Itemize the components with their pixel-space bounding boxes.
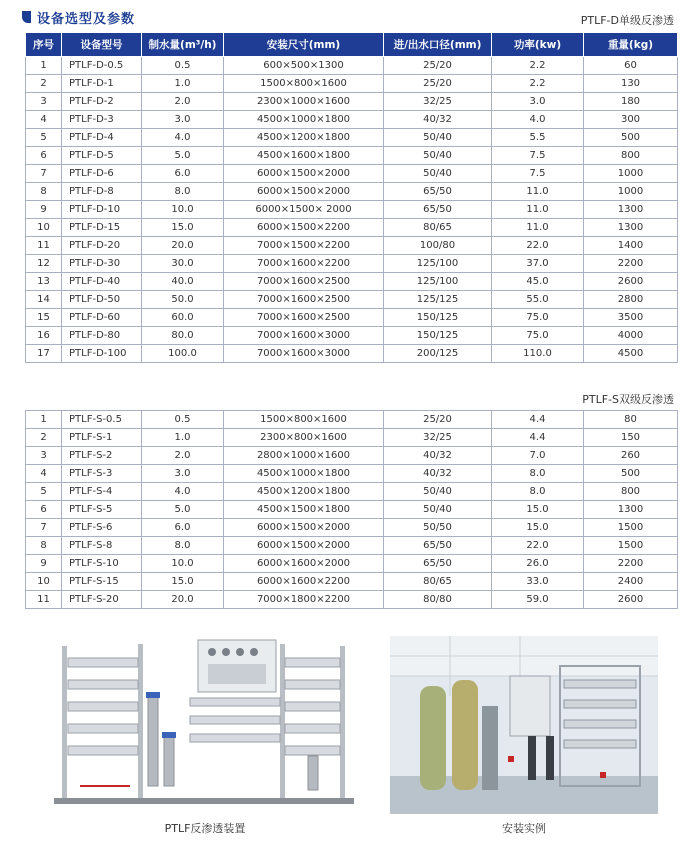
cell-index: 6: [26, 147, 62, 165]
cell-index: 16: [26, 327, 62, 345]
cell-index: 2: [26, 75, 62, 93]
cell-weight: 1300: [584, 501, 678, 519]
cell-index: 7: [26, 165, 62, 183]
cell-power: 8.0: [492, 465, 584, 483]
cell-port: 50/40: [384, 165, 492, 183]
cell-index: 9: [26, 555, 62, 573]
table-row-s: [26, 501, 678, 519]
cell-index: 3: [26, 447, 62, 465]
cell-power: 75.0: [492, 327, 584, 345]
col-header-index: 序号: [26, 33, 62, 57]
cell-weight: 80: [584, 411, 678, 429]
cell-power: 4.4: [492, 429, 584, 447]
cell-power: 33.0: [492, 573, 584, 591]
cell-weight: 3500: [584, 309, 678, 327]
cell-power: 15.0: [492, 501, 584, 519]
table-row-s: [26, 447, 678, 465]
cell-size: 1500×800×1600: [224, 75, 384, 93]
cell-index: 1: [26, 411, 62, 429]
cell-power: 75.0: [492, 309, 584, 327]
cell-port: 50/40: [384, 147, 492, 165]
cell-weight: 300: [584, 111, 678, 129]
cell-index: 10: [26, 219, 62, 237]
table-row-d: [26, 183, 678, 201]
cell-model: PTLF-S-10: [62, 555, 142, 573]
cell-weight: 2600: [584, 591, 678, 609]
table-row-s: [26, 573, 678, 591]
cell-port: 32/25: [384, 429, 492, 447]
table-row-d: [26, 93, 678, 111]
cell-power: 22.0: [492, 537, 584, 555]
table-row-s: [26, 537, 678, 555]
cell-port: 40/32: [384, 465, 492, 483]
cell-power: 7.0: [492, 447, 584, 465]
cell-model: PTLF-S-8: [62, 537, 142, 555]
cell-weight: 2600: [584, 273, 678, 291]
cell-port: 65/50: [384, 183, 492, 201]
cell-capacity: 100.0: [142, 345, 224, 363]
cell-model: PTLF-D-8: [62, 183, 142, 201]
cell-weight: 500: [584, 465, 678, 483]
cell-power: 11.0: [492, 219, 584, 237]
cell-size: 6000×1500×2000: [224, 165, 384, 183]
cell-weight: 180: [584, 93, 678, 111]
cell-model: PTLF-D-6: [62, 165, 142, 183]
cell-capacity: 6.0: [142, 165, 224, 183]
section-heading: [22, 7, 135, 27]
cell-size: 6000×1600×2000: [224, 555, 384, 573]
cell-model: PTLF-D-80: [62, 327, 142, 345]
cell-size: 2300×800×1600: [224, 429, 384, 447]
cell-model: PTLF-D-4: [62, 129, 142, 147]
cell-model: PTLF-D-15: [62, 219, 142, 237]
spec-table-s: [25, 410, 678, 609]
cell-port: 25/20: [384, 411, 492, 429]
cell-size: 4500×1200×1800: [224, 483, 384, 501]
cell-power: 26.0: [492, 555, 584, 573]
cell-weight: 800: [584, 147, 678, 165]
ro-unit-photo: [40, 636, 370, 814]
cell-model: PTLF-S-3: [62, 465, 142, 483]
cell-weight: 1500: [584, 519, 678, 537]
cell-index: 4: [26, 111, 62, 129]
cell-power: 7.5: [492, 165, 584, 183]
cell-size: 6000×1600×2200: [224, 573, 384, 591]
cell-port: 100/80: [384, 237, 492, 255]
cell-capacity: 50.0: [142, 291, 224, 309]
cell-power: 2.2: [492, 75, 584, 93]
table-row-d: [26, 75, 678, 93]
cell-model: PTLF-D-10: [62, 201, 142, 219]
table-row-d: [26, 255, 678, 273]
cell-power: 7.5: [492, 147, 584, 165]
cell-size: 6000×1500×2000: [224, 519, 384, 537]
cell-model: PTLF-D-3: [62, 111, 142, 129]
cell-size: 6000×1500×2200: [224, 219, 384, 237]
cell-port: 65/50: [384, 537, 492, 555]
cell-power: 11.0: [492, 201, 584, 219]
cell-capacity: 0.5: [142, 57, 224, 75]
cell-index: 11: [26, 237, 62, 255]
cell-size: 6000×1500× 2000: [224, 201, 384, 219]
cell-weight: 150: [584, 429, 678, 447]
cell-model: PTLF-S-0.5: [62, 411, 142, 429]
cell-weight: 500: [584, 129, 678, 147]
cell-size: 6000×1500×2000: [224, 537, 384, 555]
cell-power: 4.0: [492, 111, 584, 129]
cell-model: PTLF-S-15: [62, 573, 142, 591]
cell-capacity: 4.0: [142, 483, 224, 501]
cell-index: 12: [26, 255, 62, 273]
installation-photo: [390, 636, 658, 814]
cell-size: 2300×1000×1600: [224, 93, 384, 111]
cell-model: PTLF-D-5: [62, 147, 142, 165]
cell-model: PTLF-D-60: [62, 309, 142, 327]
cell-index: 3: [26, 93, 62, 111]
cell-size: 4500×1000×1800: [224, 111, 384, 129]
cell-weight: 2400: [584, 573, 678, 591]
table-row-d: [26, 111, 678, 129]
cell-index: 11: [26, 591, 62, 609]
cell-index: 8: [26, 183, 62, 201]
cell-size: 7000×1600×2500: [224, 273, 384, 291]
cell-power: 5.5: [492, 129, 584, 147]
cell-size: 7000×1800×2200: [224, 591, 384, 609]
col-header-capacity: 制水量(m³/h): [142, 33, 224, 57]
cell-port: 50/40: [384, 483, 492, 501]
cell-port: 150/125: [384, 327, 492, 345]
cell-model: PTLF-D-0.5: [62, 57, 142, 75]
cell-weight: 1300: [584, 201, 678, 219]
cell-weight: 130: [584, 75, 678, 93]
table-row-d: [26, 327, 678, 345]
cell-size: 4500×1500×1800: [224, 501, 384, 519]
table-row-d: [26, 237, 678, 255]
cell-index: 15: [26, 309, 62, 327]
cell-port: 25/20: [384, 75, 492, 93]
heading-marker-icon: [22, 11, 31, 23]
cell-size: 7000×1600×2500: [224, 309, 384, 327]
cell-port: 125/100: [384, 273, 492, 291]
table-row-d: [26, 345, 678, 363]
table-row-s: [26, 465, 678, 483]
table-header-row: [26, 33, 678, 57]
cell-power: 22.0: [492, 237, 584, 255]
cell-port: 65/50: [384, 201, 492, 219]
cell-capacity: 8.0: [142, 183, 224, 201]
cell-power: 59.0: [492, 591, 584, 609]
cell-port: 50/40: [384, 129, 492, 147]
table-row-d: [26, 147, 678, 165]
cell-port: 125/125: [384, 291, 492, 309]
cell-index: 9: [26, 201, 62, 219]
cell-capacity: 4.0: [142, 129, 224, 147]
cell-port: 50/40: [384, 501, 492, 519]
cell-model: PTLF-D-2: [62, 93, 142, 111]
cell-weight: 60: [584, 57, 678, 75]
cell-port: 80/65: [384, 573, 492, 591]
cell-weight: 1000: [584, 165, 678, 183]
table-row-s: [26, 555, 678, 573]
cell-weight: 1000: [584, 183, 678, 201]
cell-capacity: 15.0: [142, 219, 224, 237]
table-row-s: [26, 519, 678, 537]
section-title: 设备选型及参数: [37, 11, 136, 27]
cell-capacity: 20.0: [142, 591, 224, 609]
cell-index: 5: [26, 483, 62, 501]
cell-index: 14: [26, 291, 62, 309]
cell-port: 150/125: [384, 309, 492, 327]
cell-capacity: 5.0: [142, 501, 224, 519]
cell-model: PTLF-S-2: [62, 447, 142, 465]
cell-weight: 2800: [584, 291, 678, 309]
cell-capacity: 1.0: [142, 75, 224, 93]
ro-unit-caption: PTLF反渗透装置: [164, 822, 246, 835]
cell-size: 1500×800×1600: [224, 411, 384, 429]
table-row-s: [26, 483, 678, 501]
cell-size: 6000×1500×2000: [224, 183, 384, 201]
col-header-weight: 重量(kg): [584, 33, 678, 57]
cell-index: 5: [26, 129, 62, 147]
cell-model: PTLF-S-5: [62, 501, 142, 519]
cell-port: 80/80: [384, 591, 492, 609]
cell-capacity: 10.0: [142, 555, 224, 573]
cell-power: 8.0: [492, 483, 584, 501]
cell-weight: 1300: [584, 219, 678, 237]
cell-port: 40/32: [384, 447, 492, 465]
cell-power: 4.4: [492, 411, 584, 429]
cell-port: 50/50: [384, 519, 492, 537]
cell-size: 600×500×1300: [224, 57, 384, 75]
cell-size: 4500×1200×1800: [224, 129, 384, 147]
cell-port: 80/65: [384, 219, 492, 237]
table-row-d: [26, 57, 678, 75]
series-s-label: PTLF-S双级反渗透: [582, 393, 674, 406]
cell-capacity: 3.0: [142, 111, 224, 129]
cell-weight: 1500: [584, 537, 678, 555]
cell-capacity: 60.0: [142, 309, 224, 327]
cell-size: 4500×1600×1800: [224, 147, 384, 165]
table-row-d: [26, 273, 678, 291]
cell-index: 4: [26, 465, 62, 483]
cell-capacity: 15.0: [142, 573, 224, 591]
cell-model: PTLF-S-4: [62, 483, 142, 501]
series-d-label: PTLF-D单级反渗透: [580, 14, 674, 27]
cell-capacity: 10.0: [142, 201, 224, 219]
table-row-s: [26, 411, 678, 429]
cell-index: 8: [26, 537, 62, 555]
cell-index: 1: [26, 57, 62, 75]
cell-power: 2.2: [492, 57, 584, 75]
cell-port: 200/125: [384, 345, 492, 363]
cell-capacity: 5.0: [142, 147, 224, 165]
table-row-d: [26, 291, 678, 309]
cell-model: PTLF-D-100: [62, 345, 142, 363]
cell-capacity: 0.5: [142, 411, 224, 429]
cell-port: 40/32: [384, 111, 492, 129]
cell-port: 25/20: [384, 57, 492, 75]
cell-index: 6: [26, 501, 62, 519]
table-row-d: [26, 309, 678, 327]
cell-capacity: 2.0: [142, 93, 224, 111]
cell-weight: 800: [584, 483, 678, 501]
cell-index: 7: [26, 519, 62, 537]
cell-index: 10: [26, 573, 62, 591]
table-row-d: [26, 219, 678, 237]
installation-caption: 安装实例: [502, 822, 546, 835]
cell-capacity: 80.0: [142, 327, 224, 345]
cell-weight: 2200: [584, 555, 678, 573]
cell-model: PTLF-S-1: [62, 429, 142, 447]
cell-size: 7000×1500×2200: [224, 237, 384, 255]
cell-weight: 4500: [584, 345, 678, 363]
table-row-d: [26, 201, 678, 219]
cell-model: PTLF-D-1: [62, 75, 142, 93]
cell-power: 110.0: [492, 345, 584, 363]
cell-port: 65/50: [384, 555, 492, 573]
cell-capacity: 1.0: [142, 429, 224, 447]
cell-index: 2: [26, 429, 62, 447]
cell-capacity: 40.0: [142, 273, 224, 291]
col-header-port: 进/出水口径(mm): [384, 33, 492, 57]
table-row-s: [26, 429, 678, 447]
cell-model: PTLF-S-6: [62, 519, 142, 537]
cell-size: 7000×1600×3000: [224, 345, 384, 363]
cell-capacity: 3.0: [142, 465, 224, 483]
col-header-model: 设备型号: [62, 33, 142, 57]
cell-weight: 1400: [584, 237, 678, 255]
spec-table-d: [25, 32, 678, 363]
cell-port: 32/25: [384, 93, 492, 111]
cell-model: PTLF-S-20: [62, 591, 142, 609]
cell-size: 2800×1000×1600: [224, 447, 384, 465]
table-row-s: [26, 591, 678, 609]
cell-weight: 2200: [584, 255, 678, 273]
cell-capacity: 6.0: [142, 519, 224, 537]
cell-index: 13: [26, 273, 62, 291]
cell-capacity: 8.0: [142, 537, 224, 555]
cell-model: PTLF-D-20: [62, 237, 142, 255]
table-row-d: [26, 129, 678, 147]
cell-size: 4500×1000×1800: [224, 465, 384, 483]
cell-power: 45.0: [492, 273, 584, 291]
cell-size: 7000×1600×3000: [224, 327, 384, 345]
cell-model: PTLF-D-50: [62, 291, 142, 309]
cell-size: 7000×1600×2500: [224, 291, 384, 309]
col-header-power: 功率(kw): [492, 33, 584, 57]
cell-power: 3.0: [492, 93, 584, 111]
cell-port: 125/100: [384, 255, 492, 273]
cell-power: 15.0: [492, 519, 584, 537]
cell-weight: 4000: [584, 327, 678, 345]
cell-capacity: 2.0: [142, 447, 224, 465]
col-header-size: 安装尺寸(mm): [224, 33, 384, 57]
cell-power: 55.0: [492, 291, 584, 309]
cell-model: PTLF-D-40: [62, 273, 142, 291]
table-row-d: [26, 165, 678, 183]
cell-size: 7000×1600×2200: [224, 255, 384, 273]
cell-power: 37.0: [492, 255, 584, 273]
cell-weight: 260: [584, 447, 678, 465]
cell-model: PTLF-D-30: [62, 255, 142, 273]
cell-power: 11.0: [492, 183, 584, 201]
cell-capacity: 30.0: [142, 255, 224, 273]
cell-index: 17: [26, 345, 62, 363]
cell-capacity: 20.0: [142, 237, 224, 255]
